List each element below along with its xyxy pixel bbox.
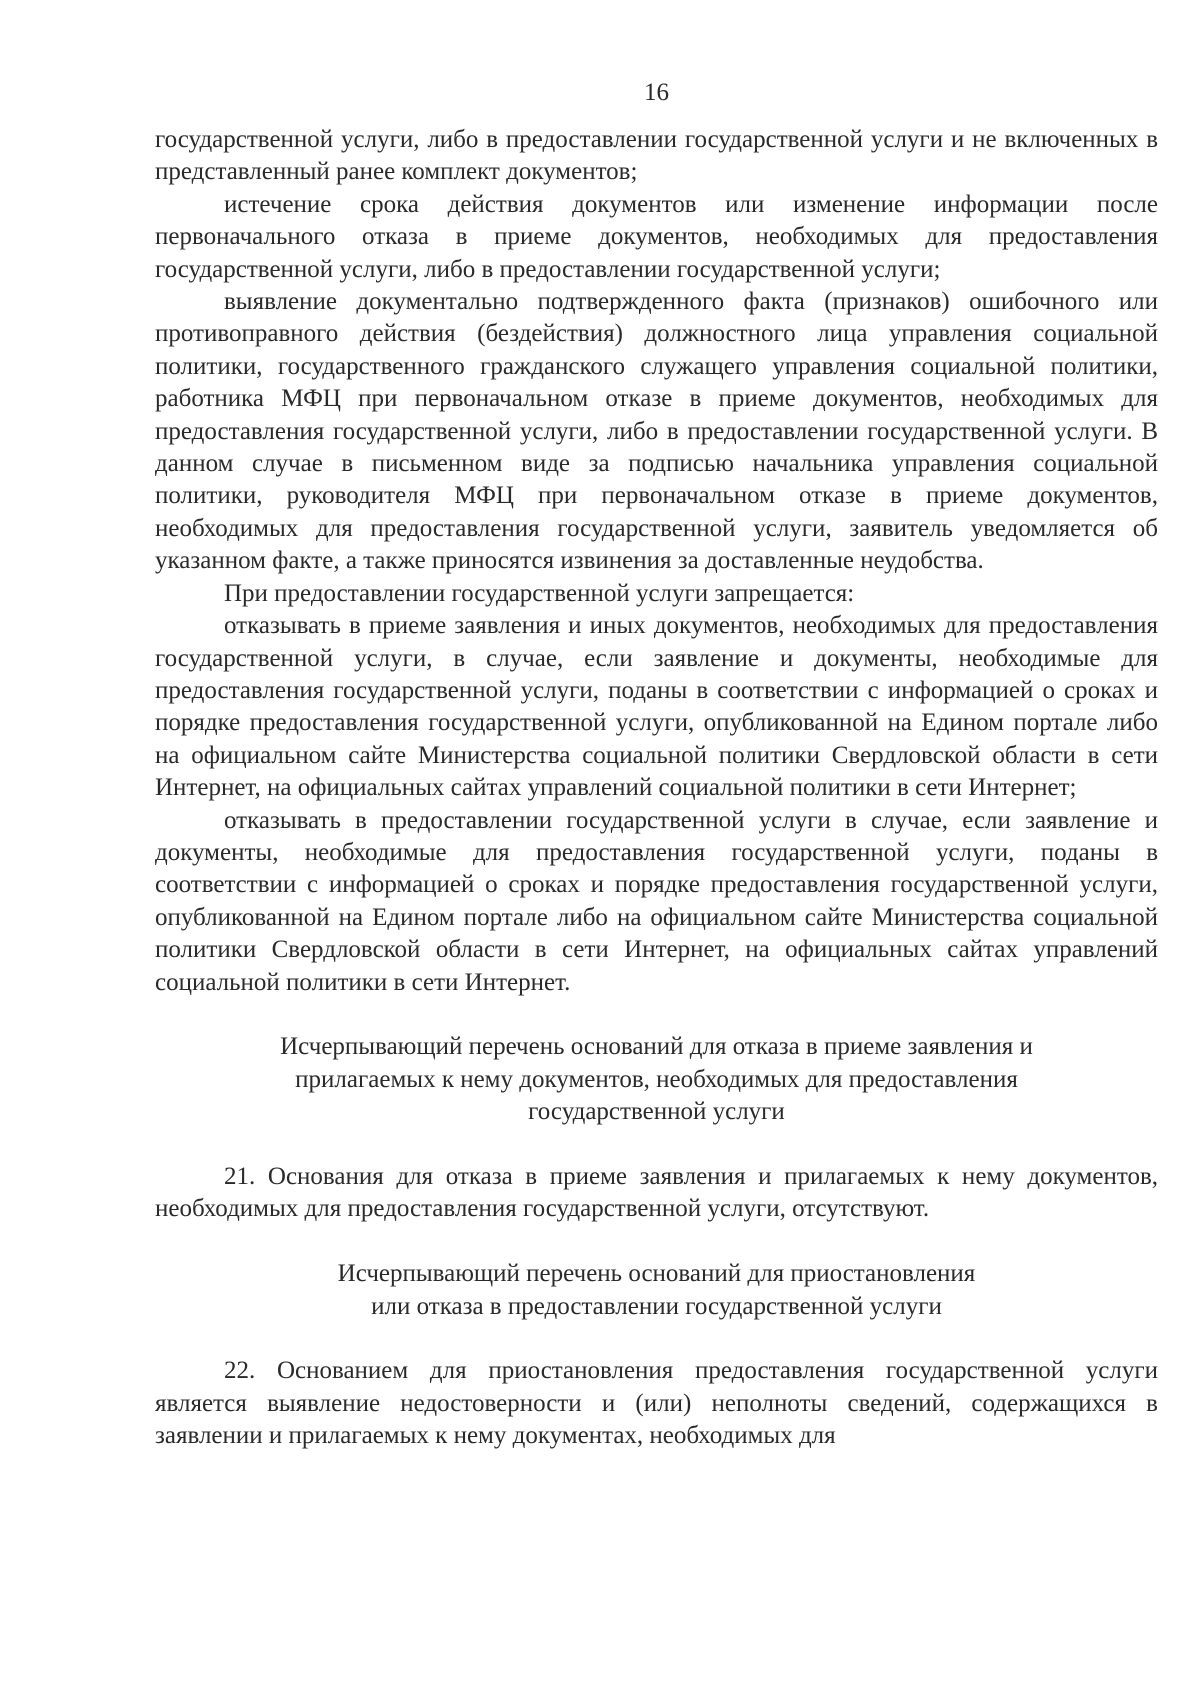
- page-number: 16: [644, 79, 669, 106]
- paragraph-expiry: истечение срока действия документов или изменение информации после первоначального отказа в приеме документов, необходимых для предоставления государственной услуги, либо в предоставлении государственной услуги;: [155, 190, 1158, 283]
- paragraph-prohibited-intro: При предоставлении государственной услуги запрещается:: [224, 579, 855, 607]
- spacer: [155, 1323, 1158, 1355]
- section-heading-refusal-acceptance: [155, 1031, 1158, 1128]
- spacer: [155, 1129, 1158, 1161]
- paragraph-21: 21. Основания для отказа в приеме заявления и прилагаемых к нему документов, необходимых для предоставления государственной услуги, отсутствуют.: [155, 1162, 1158, 1223]
- spacer: [155, 1226, 1158, 1258]
- heading-line: прилагаемых к нему документов, необходимых для предоставления: [295, 1065, 1018, 1093]
- heading-line: или отказа в предоставлении государственной услуги: [371, 1292, 942, 1320]
- heading-line: государственной услуги: [528, 1098, 785, 1126]
- document-body: [155, 124, 1158, 1453]
- heading-line: Исчерпывающий перечень оснований для приостановления: [337, 1260, 976, 1288]
- paragraph-continuation: государственной услуги, либо в предоставлении государственной услуги и не включенных в представленный ранее комплект документов;: [155, 126, 1158, 186]
- paragraph-error-detection: выявление документально подтвержденного факта (признаков) ошибочного или противоправного действия (бездействия) должностного лица управления социальной политики, государственного гражданского служащего управления социальной политики, работника МФЦ при первоначальном отказе в приеме документов, необходимых для предоставления государственной услуги, либо в предоставлении государственной услуги. В данном случае в письменном виде за подписью начальника управления социальной политики, руководителя МФЦ при первоначальном отказе в приеме документов, необходимых для предоставления государственной услуги, заявитель уведомляется об указанном факте, а также приносятся извинения за доставленные неудобства.: [155, 288, 1158, 575]
- paragraph-22: 22. Основанием для приостановления предоставления государственной услуги является выявление недостоверности и (или) неполноты сведений, содержащихся в заявлении и прилагаемых к нему документах, необходимых для: [155, 1357, 1158, 1450]
- paragraph-refuse-acceptance: отказывать в приеме заявления и иных документов, необходимых для предоставления государственной услуги, в случае, если заявление и документы, необходимые для предоставления государственной услуги, поданы в соответствии с информацией о сроках и порядке предоставления государственной услуги, опубликованной на Едином портале либо на официальном сайте Министерства социальной политики Свердловской области в сети Интернет, на официальных сайтах управлений социальной политики в сети Интернет;: [155, 612, 1158, 802]
- heading-line: Исчерпывающий перечень оснований для отказа в приеме заявления и: [280, 1033, 1033, 1061]
- spacer: [155, 999, 1158, 1031]
- section-heading-suspension: [155, 1258, 1158, 1323]
- paragraph-refuse-provision: отказывать в предоставлении государственной услуги в случае, если заявление и документы, необходимые для предоставления государственной услуги, поданы в соответствии с информацией о сроках и порядке предоставления государственной услуги, опубликованной на Едином портале либо на официальном сайте Министерства социальной политики Свердловской области в сети Интернет, на официальных сайтах управлений социальной политики в сети Интернет.: [155, 806, 1158, 996]
